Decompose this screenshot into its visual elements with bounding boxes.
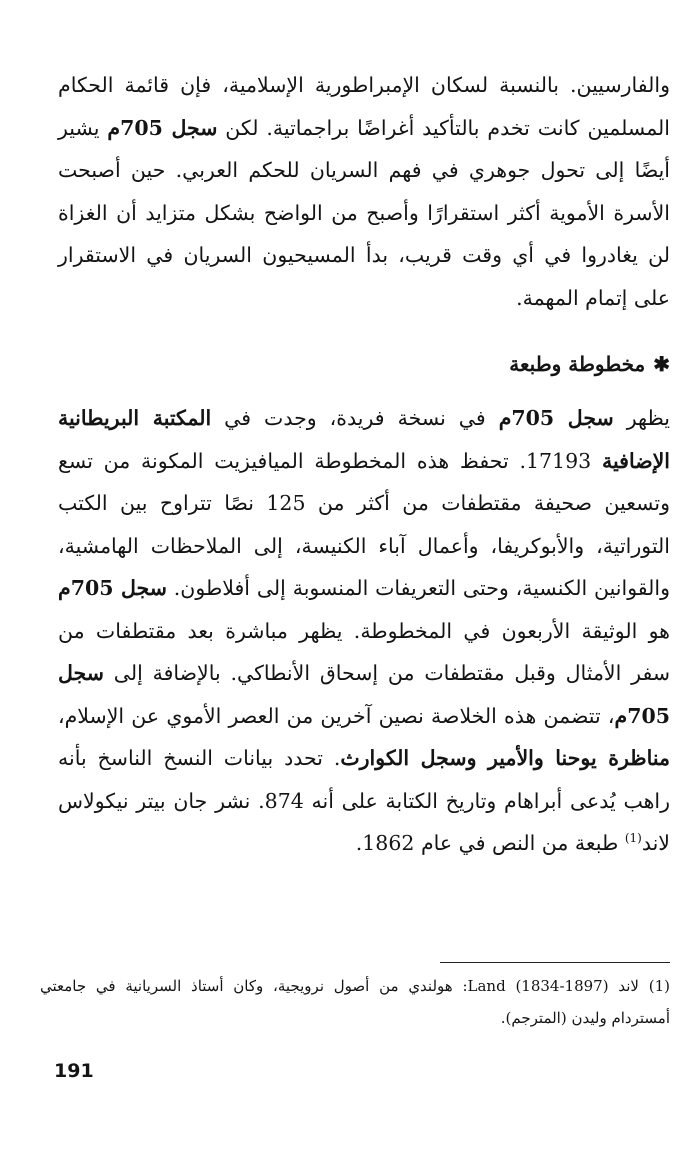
bold-term: مناظرة يوحنا والأمير وسجل الكوارث xyxy=(340,746,670,770)
footnote-divider xyxy=(440,962,670,963)
bold-term: سجل 705م xyxy=(58,576,167,600)
bold-term: سجل 705م xyxy=(498,406,614,430)
body-paragraph-2 xyxy=(58,397,670,865)
paragraph-text: هو الوثيقة الأربعون في المخطوطة. يظهر مباشرة بعد مقتطفات من سفر الأمثال وقبل مقتطفات من إسحاق الأنطاكي. بالإضافة إلى xyxy=(58,618,670,685)
paragraph-text: 17193. تحفظ هذه المخطوطة الميافيزيت المكونة من تسع وتسعين صحيفة مقتطفات من أكثر من 125 نصًا تتراوح بين الكتب التوراتية، والأبوكريفا، وأعمال آباء الكنيسة، إلى الملاحظات الهامشية، والقوانين الكنسية، وحتى التعريفات المنسوبة إلى أفلاطون. xyxy=(58,448,671,600)
section-heading xyxy=(509,349,670,379)
bold-term: سجل 705م xyxy=(58,661,670,728)
page-number: 191 xyxy=(54,1060,94,1082)
paragraph-text: ، تتضمن هذه الخلاصة نصين آخرين من العصر الأموي عن الإسلام، xyxy=(58,703,615,728)
footnote-text: (1) لاند Land (1834-1897): هولندي من أصول نرويجية، وكان أستاذ السريانية في جامعتي أمستردام وليدن (المترجم). xyxy=(40,977,670,1027)
section-title: مخطوطة وطبعة xyxy=(509,352,646,376)
asterisk-icon: ✱ xyxy=(653,352,670,376)
footnote-reference: (1) xyxy=(624,831,642,846)
paragraph-text: يشير أيضًا إلى تحول جوهري في فهم السريان للحكم العربي. حين أصبحت الأسرة الأموية أكثر استقرارًا وأصبح من الواضح بشكل متزايد أن الغزاة لن يغادروا في أي وقت قريب، بدأ المسيحيون السريان في الاستقرار على إتمام المهمة. xyxy=(58,115,670,310)
bold-term: سجل 705م xyxy=(107,115,218,140)
bold-term: المكتبة البريطانية الإضافية xyxy=(58,406,670,473)
paragraph-text: في نسخة فريدة، وجدت في xyxy=(211,406,499,430)
body-paragraph-1 xyxy=(58,64,670,319)
paragraph-text: والفارسيين. بالنسبة لسكان الإمبراطورية الإسلامية، فإن قائمة الحكام المسلمين كانت تخدم بالتأكيد أغراضًا براجماتية. لكن xyxy=(58,73,670,140)
paragraph-text: . تحدد بيانات النسخ الناسخ بأنه راهب يُدعى أبراهام وتاريخ الكتابة على أنه 874. نشر جان بيتر نيكولاس لاند xyxy=(58,746,670,855)
paragraph-text: يظهر xyxy=(613,406,671,430)
footnote xyxy=(40,970,670,1034)
paragraph-text: طبعة من النص في عام 1862. xyxy=(355,831,625,855)
